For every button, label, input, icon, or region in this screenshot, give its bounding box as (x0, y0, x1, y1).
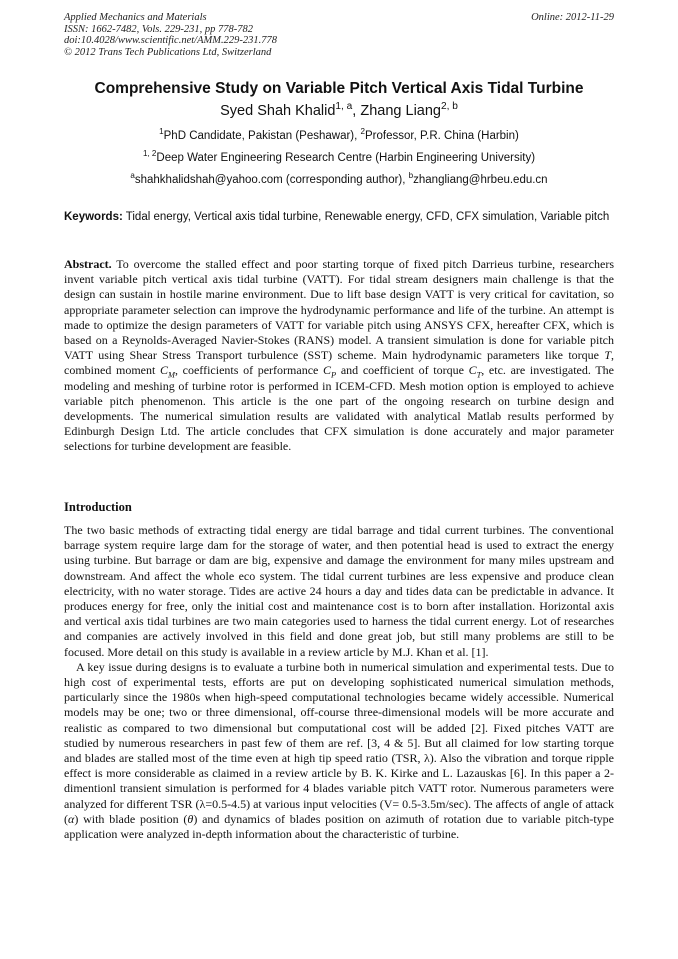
abstract (64, 257, 614, 455)
symbol-torque: T (604, 348, 611, 363)
aff-2-text: Deep Water Engineering Research Centre (Harbin Engineering University) (156, 152, 536, 164)
aff-1-text-2: Professor, P.R. China (Harbin) (365, 130, 519, 142)
symbol-theta: θ (187, 811, 194, 826)
intro-paragraph-1: The two basic methods of extracting tidal energy are tidal barrage and tidal current turbines. The conventional barrage system require large dam for the storage of water, and then potential head is used to extract the energy using turbine. But barrage or dam are big, expensive and damage the environment for many miles upstream and downstream. And affect the whole eco system. The tidal current turbines are less expensive and produce clean electricity, with no water storage. Tides are active 24 hours a day and tides data can be predictable in advance. It produces energy for free, only the initial cost and maintenance cost is to born after installation. Horizontal axis and vertical axis tidal turbines are two main categories used to harness the tidal current energy. Lot of researches and companies are actively involved in this field and done great job, but still many problems are still to be focused. More detail on this study is available in a review article by M.J. Khan et al. [1]. (64, 523, 614, 659)
aff-1-sup-2: 2 (360, 127, 366, 137)
abstract-part-1: To overcome the stalled effect and poor starting torque of fixed pitch Darrieus turbine, researchers invent variable pitch vertical axis tidal turbine (VATT). For tidal stream designers main challenge is that the design can sustain in hostile marine environment. Due to lift base design VATT is very critical for cavitation, so appropriate parameter selection can improve the hydrodynamic performance and life of the turbine. An attempt is made to optimize the design parameters of VATT for variable pitch using ANSYS CFX, hereafter CFX, which is based on a Reynolds-Averaged Navier-Stokes (RANS) model. A transient simulation is done for variable pitch VATT using Shear Stress Transport turbulence (SST) scheme. Main hydrodynamic parameters like torque (64, 257, 614, 363)
symbol-ct-sub: T (476, 370, 482, 380)
aff-1-text-1: PhD Candidate, Pakistan (Peshawar), (163, 130, 361, 142)
author-1: Syed Shah Khalid (220, 103, 336, 119)
affiliation-1 (30, 127, 648, 142)
abstract-part-5: , etc. are investigated. The modeling and meshing of turbine rotor is performed in ICEM-CFD. Mesh motion option is employed to achieve variable pitch phenomenon. This article is the one part of the ongoing research on turbine design and developments. The numerical simulation results are validated with analytical Matlab results performed by Edinburgh Design Ltd. The article concludes that CFX simulation is done accurately and major parameter selections for turbine development are feasible. (64, 363, 614, 454)
journal-name: Applied Mechanics and Materials (64, 12, 207, 23)
aff-2-sup: 1, 2 (142, 149, 157, 159)
symbol-cm: C (159, 363, 168, 378)
symbol-cp: C (323, 363, 332, 378)
paper-title: Comprehensive Study on Variable Pitch Vertical Axis Tidal Turbine (94, 80, 584, 97)
author-separator: , (352, 103, 361, 119)
email-a-sup: a (130, 171, 135, 181)
abstract-part-3: , coefficients of performance (174, 363, 324, 378)
symbol-cm-sub: M (168, 370, 175, 380)
introduction-heading: Introduction (64, 500, 132, 514)
online-date: Online: 2012-11-29 (531, 12, 614, 23)
abstract-part-4: and coefficient of torque (336, 363, 469, 378)
abstract-part-2: , combined moment (64, 348, 614, 378)
symbol-cp-sub: P (331, 370, 337, 380)
author-2-sup: 2, b (440, 101, 458, 113)
intro-p2-part-a: A key issue during designs is to evaluate a turbine both in numerical simulation and experimental tests. Due to high cost of experimental tests, efforts are put on developing sophisticated numerical simulation methods, particularly since the 1980s when high-speed computational technologies became widely accessible. Numerical models may be one; two or three dimensional, off-course three-dimensional models will be more accurate and realistic as compared to two dimensional but computational cost will be added [2]. Fixed pitches VATT are studied by numerous researchers in past few of them are ref. [3, 4 & 5]. But all claimed for low starting torque and blades are stalled most of the time even at high tip speed ratio (TSR, λ). Also the vibration and torque ripple effect is more considerable as claimed in a review article by B. K. Kirke and L. Lazauskas [6]. In this paper a 2-dimentionl transient simulation is performed for 4 blades variable pitch VATT rotor. Numerous parameters were analyzed for different TSR (λ=0.5-4.5) at various input velocities (V= 0.5-3.5m/sec). The affects of angle of attack ( (64, 659, 614, 826)
journal-header (64, 12, 614, 58)
affiliation-2 (30, 149, 648, 164)
author-1-sup: 1, a (335, 101, 353, 113)
intro-p2-part-b: ) with blade position ( (74, 811, 188, 826)
email-b[interactable]: zhangliang@hrbeu.edu.cn (413, 174, 548, 186)
journal-issn: ISSN: 1662-7482, Vols. 229-231, pp 778-782 (64, 23, 253, 35)
email-line (30, 171, 648, 186)
email-b-sup: b (408, 171, 414, 181)
aff-1-sup-1: 1 (159, 127, 164, 137)
author-line (40, 103, 638, 119)
author-2: Zhang Liang (360, 103, 441, 119)
keywords (64, 210, 614, 224)
abstract-label: Abstract. (64, 257, 112, 271)
intro-paragraph-2 (64, 660, 614, 842)
journal-doi[interactable]: doi:10.4028/www.scientific.net/AMM.229-231.778 (64, 35, 277, 46)
keywords-label: Keywords: (64, 211, 123, 223)
email-a[interactable]: shahkhalidshah@yahoo.com (corresponding author), (134, 174, 409, 186)
journal-copyright: © 2012 Trans Tech Publications Ltd, Switzerland (64, 46, 272, 58)
intro-p2-part-c: ) and dynamics of blades position on azimuth of rotation due to variable pitch-type application were analyzed in-depth information about the characteristic of turbine. (64, 811, 615, 842)
introduction-body (64, 523, 614, 842)
symbol-alpha: α (68, 811, 75, 826)
symbol-ct: C (468, 363, 477, 378)
keywords-text: Tidal energy, Vertical axis tidal turbine, Renewable energy, CFD, CFX simulation, Variable pitch (122, 211, 610, 223)
